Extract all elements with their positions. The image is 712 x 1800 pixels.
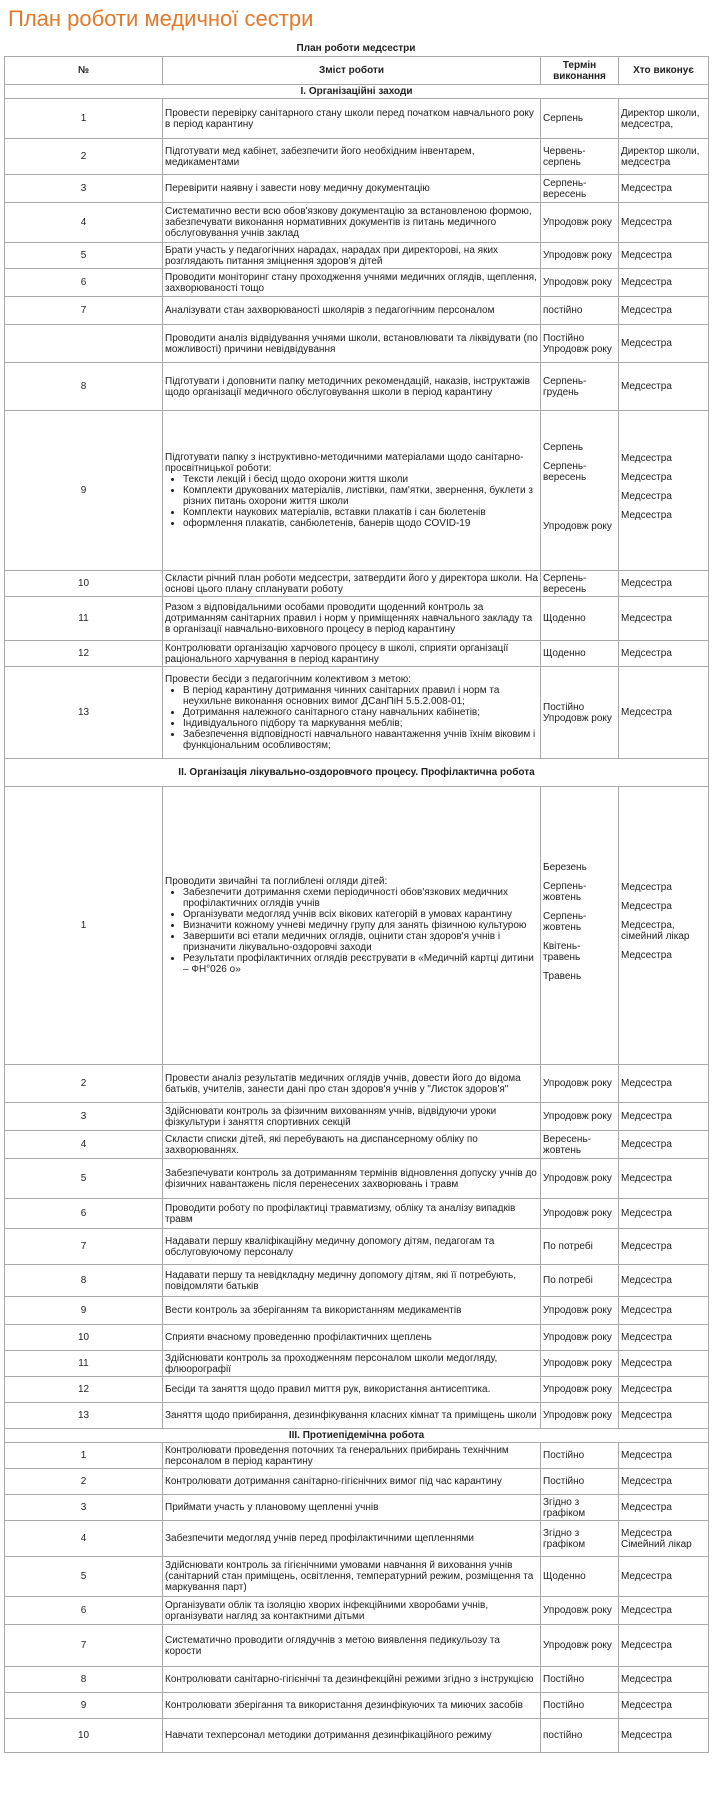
row-term: По потребі: [541, 1265, 619, 1297]
row-content: Аналізувати стан захворюваності школярів з педагогічним персоналом: [163, 297, 541, 325]
header-term: Термін виконання: [541, 57, 619, 85]
row-term: постійно: [541, 297, 619, 325]
row-term: Упродовж року: [541, 1297, 619, 1325]
row-who: Медсестра: [619, 1065, 709, 1103]
row-term: [541, 787, 619, 1065]
who-item: Медсестра: [621, 901, 672, 912]
row-who: [619, 411, 709, 571]
row-number: 6: [5, 269, 163, 297]
table-row: [5, 1403, 709, 1429]
row-term: Упродовж року: [541, 1065, 619, 1103]
row-term: Упродовж року: [541, 269, 619, 297]
row-term: Серпень-вересень: [541, 571, 619, 597]
row-content: Підготувати мед кабінет, забезпечити його необхідним інвентарем, медикаментами: [163, 139, 541, 175]
row-number: 1: [5, 99, 163, 139]
row-number: 8: [5, 363, 163, 411]
table-row: [5, 297, 709, 325]
table-row: [5, 667, 709, 759]
row-number: 10: [5, 1719, 163, 1753]
row-term: Згідно з графіком: [541, 1495, 619, 1521]
row-number: 1: [5, 1443, 163, 1469]
row-who: Медсестра: [619, 1557, 709, 1597]
page-title: План роботи медичної сестри: [8, 6, 314, 31]
row-who: Директор школи, медсестра,: [619, 99, 709, 139]
table-row: [5, 99, 709, 139]
row-who: Медсестра: [619, 1443, 709, 1469]
list-item: • Завершити всі етапи медичних оглядів, оцінити стан здоров'я учнів і призначити лікувально-оздоровчі заходи: [183, 931, 538, 953]
row-content: Систематично вести всю обов'язкову документацію за встановленою формою, забезпечувати виконання нормативних документів із питань медичного обслуговування учнів заклад: [163, 203, 541, 243]
row-number: 12: [5, 1377, 163, 1403]
row-content-list: [165, 685, 538, 751]
table-row: [5, 1199, 709, 1229]
row-content: Здійснювати контроль за проходженням персоналом школи медогляду, флюорографії: [163, 1351, 541, 1377]
row-content: Разом з відповідальними особами проводити щоденний контроль за дотриманням санітарних правил і норм у приміщеннях навчального закладу та в організації навчально-виховного процесу в період карантину: [163, 597, 541, 641]
row-number: 4: [5, 1521, 163, 1557]
row-content: Надавати першу кваліфікаційну медичну допомогу дітям, педагогам та обслуговуючому персоналу: [163, 1229, 541, 1265]
who-item: Медсестра: [621, 950, 672, 961]
row-content: Провести аналіз результатів медичних оглядів учнів, довести його до відома батьків, учителів, занести дані про стан здоров'я учнів у "Листок здоров'я": [163, 1065, 541, 1103]
row-who: Медсестра: [619, 641, 709, 667]
row-who: Медсестра: [619, 667, 709, 759]
table-row: [5, 243, 709, 269]
row-content: Проводити роботу по профілактиці травматизму, обліку та аналізу випадків травм: [163, 1199, 541, 1229]
table-row: [5, 411, 709, 571]
row-term: Упродовж року: [541, 1199, 619, 1229]
row-term: Щоденно: [541, 1557, 619, 1597]
table-row: [5, 325, 709, 363]
row-who: Медсестра: [619, 571, 709, 597]
row-content: Забезпечувати контроль за дотриманням термінів відновлення допуску учнів до фізичних навантажень після перенесених захворювань і травм: [163, 1159, 541, 1199]
table-row: [5, 363, 709, 411]
list-item: • Індивідуального підбору та маркування меблів;: [183, 718, 538, 729]
header-num: №: [5, 57, 163, 85]
row-term: Упродовж року: [541, 1625, 619, 1667]
row-who: Медсестра: [619, 203, 709, 243]
row-content: Бесіди та заняття щодо правил миття рук, використання антисептика.: [163, 1377, 541, 1403]
list-item: • Забезпечення відповідності навчального навантаження учнів їхнім віковим і функціональним особливостям;: [183, 729, 538, 751]
row-content: Приймати участь у плановому щепленні учнів: [163, 1495, 541, 1521]
row-term: Щоденно: [541, 641, 619, 667]
row-content-intro: Підготувати папку з інструктивно-методичними матеріалами щодо санітарно-просвітницької роботи:: [165, 452, 524, 474]
row-content: Забезпечити медогляд учнів перед профілактичними щепленнями: [163, 1521, 541, 1557]
row-who: Медсестра: [619, 1131, 709, 1159]
list-item: • оформлення плакатів, санбюлетенів, банерів щодо COVID-19: [183, 518, 538, 529]
row-term: Упродовж року: [541, 1103, 619, 1131]
table-row: [5, 1625, 709, 1667]
row-content: Проводити аналіз відвідування учнями школи, встановлювати та ліквідувати (по можливості) причини невідвідування: [163, 325, 541, 363]
row-who: [619, 787, 709, 1065]
section-header-row: [5, 1429, 709, 1443]
row-content: Провести перевірку санітарного стану школи перед початком навчального року в період карантину: [163, 99, 541, 139]
row-number: 5: [5, 1557, 163, 1597]
row-term: Упродовж року: [541, 1403, 619, 1429]
row-term: Упродовж року: [541, 1377, 619, 1403]
row-number: 10: [5, 571, 163, 597]
table-row: [5, 1557, 709, 1597]
table-row: [5, 203, 709, 243]
row-who: Медсестра: [619, 1159, 709, 1199]
row-content: Здійснювати контроль за фізичним вихованням учнів, відвідуючи уроки фізкультури і заняття спортивних секцій: [163, 1103, 541, 1131]
row-content-list: [165, 474, 538, 529]
list-item: • Організувати медогляд учнів всіх вікових категорій в умовах карантину: [183, 909, 538, 920]
row-number: [5, 325, 163, 363]
row-number: 9: [5, 1693, 163, 1719]
row-content: Проводити моніторинг стану проходження учнями медичних оглядів, щеплення, захворюваності тощо: [163, 269, 541, 297]
row-number: 7: [5, 297, 163, 325]
row-content: Підготувати і доповнити папку методичних рекомендацій, наказів, інструктажів щодо організації медичного обслуговування школи в період карантину: [163, 363, 541, 411]
row-term: Згідно з графіком: [541, 1521, 619, 1557]
table-caption: План роботи медсестри: [296, 43, 416, 54]
row-number: 10: [5, 1325, 163, 1351]
row-number: 4: [5, 1131, 163, 1159]
table-row: [5, 597, 709, 641]
row-who: Медсестра: [619, 1403, 709, 1429]
row-term: Серпень-грудень: [541, 363, 619, 411]
term-item: Квітень-травень: [543, 940, 581, 963]
who-item: Медсестра: [621, 490, 672, 502]
row-number: 4: [5, 203, 163, 243]
row-number: 9: [5, 1297, 163, 1325]
row-who: Медсестра: [619, 1625, 709, 1667]
row-number: 3: [5, 1103, 163, 1131]
row-who: Медсестра: [619, 1265, 709, 1297]
row-number: 9: [5, 411, 163, 571]
row-term: Упродовж року: [541, 1351, 619, 1377]
row-content-intro: Провести бесіди з педагогічним колективом з метою:: [165, 674, 412, 685]
row-number: 8: [5, 1265, 163, 1297]
row-term: Упродовж року: [541, 243, 619, 269]
table-row: [5, 1159, 709, 1199]
section-title: ІІ. Організація лікувально-оздоровчого процесу. Профілактична робота: [5, 759, 709, 787]
row-who: Медсестра: [619, 1351, 709, 1377]
row-who: Медсестра: [619, 1229, 709, 1265]
row-content-intro: Проводити звичайні та поглиблені огляди дітей:: [165, 876, 388, 887]
row-number: 11: [5, 597, 163, 641]
who-item: Медсестра, сімейний лікар: [621, 920, 690, 942]
row-content: Контролювати дотримання санітарно-гігієнічних вимог під час карантину: [163, 1469, 541, 1495]
row-who: Медсестра: [619, 1297, 709, 1325]
table-row: [5, 1103, 709, 1131]
plan-table: [4, 56, 709, 1753]
row-term: Постійно: [541, 1443, 619, 1469]
row-number: 2: [5, 139, 163, 175]
table-row: [5, 1597, 709, 1625]
header-who: Хто виконує: [619, 57, 709, 85]
term-item: Упродовж року: [543, 520, 612, 532]
who-item: Медсестра: [621, 452, 672, 464]
row-who: Медсестра: [619, 1103, 709, 1131]
row-content: Заняття щодо прибирання, дезинфікування класних кімнат та приміщень школи: [163, 1403, 541, 1429]
row-content: Брати участь у педагогічних нарадах, нарадах при директорові, на яких розглядають питання зміцнення здоров'я дітей: [163, 243, 541, 269]
row-content: Сприяти вчасному проведенню профілактичних щеплень: [163, 1325, 541, 1351]
term-item: Серпень-вересень: [543, 460, 587, 483]
row-content: Навчати техперсонал методики дотримання дезинфікаційного режиму: [163, 1719, 541, 1753]
row-term: постійно: [541, 1719, 619, 1753]
list-item: • Визначити кожному учневі медичну групу для занять фізичною культурою: [183, 920, 538, 931]
row-term: Щоденно: [541, 597, 619, 641]
row-term: Упродовж року: [541, 1325, 619, 1351]
row-who: Медсестра: [619, 1719, 709, 1753]
row-number: 13: [5, 667, 163, 759]
row-number: 3: [5, 1495, 163, 1521]
table-row: [5, 787, 709, 1065]
row-who: Медсестра: [619, 325, 709, 363]
row-term: Постійно: [541, 1667, 619, 1693]
row-who: Медсестра: [619, 269, 709, 297]
row-number: 5: [5, 1159, 163, 1199]
term-item: Травень: [543, 970, 582, 982]
row-number: 2: [5, 1469, 163, 1495]
list-item: • Дотримання належного санітарного стану навчальних кабінетів;: [183, 707, 538, 718]
row-content: Надавати першу та невідкладну медичну допомогу дітям, які її потребують, повідомляти батьків: [163, 1265, 541, 1297]
table-row: [5, 175, 709, 203]
row-term: Постійно Упродовж року: [541, 325, 619, 363]
row-who: Директор школи, медсестра: [619, 139, 709, 175]
row-who: Медсестра: [619, 1325, 709, 1351]
list-item: • Тексти лекцій і бесід щодо охорони життя школи: [183, 474, 538, 485]
row-who: Медсестра: [619, 1199, 709, 1229]
row-who: Медсестра: [619, 1667, 709, 1693]
list-item: • Забезпечити дотримання схеми періодичності обов'язкових медичних профілактичних оглядів учнів: [183, 887, 538, 909]
who-item: Медсестра: [621, 509, 672, 521]
term-item: [543, 491, 616, 513]
row-term: Серпень: [541, 99, 619, 139]
row-term: Упродовж року: [541, 1597, 619, 1625]
table-row: [5, 1719, 709, 1753]
row-content: Перевірити наявну і завести нову медичну документацію: [163, 175, 541, 203]
row-term: Упродовж року: [541, 1159, 619, 1199]
table-row: [5, 139, 709, 175]
row-number: 6: [5, 1597, 163, 1625]
table-row: [5, 1265, 709, 1297]
row-number: 1: [5, 787, 163, 1065]
section-title: ІІІ. Протиепідемічна робота: [5, 1429, 709, 1443]
row-content: Контролювати організацію харчового процесу в школі, сприяти організації раціонального харчування в період карантину: [163, 641, 541, 667]
table-row: [5, 1521, 709, 1557]
row-number: 8: [5, 1667, 163, 1693]
list-item: • Комплекти наукових матеріалів, вставки плакатів і сан бюлетенів: [183, 507, 538, 518]
table-row: [5, 1443, 709, 1469]
table-row: [5, 269, 709, 297]
row-number: 6: [5, 1199, 163, 1229]
table-row: [5, 1297, 709, 1325]
term-item: Березень: [543, 861, 587, 873]
row-term: Постійно Упродовж року: [541, 667, 619, 759]
row-who: Медсестра: [619, 1469, 709, 1495]
row-number: 2: [5, 1065, 163, 1103]
row-number: 11: [5, 1351, 163, 1377]
row-content: [163, 667, 541, 759]
row-term: [541, 411, 619, 571]
row-who: Медсестра: [619, 243, 709, 269]
row-content-list: [165, 887, 538, 975]
row-number: 3: [5, 175, 163, 203]
row-number: 7: [5, 1625, 163, 1667]
row-term: Упродовж року: [541, 203, 619, 243]
row-who: Медсестра: [619, 1693, 709, 1719]
list-item: • Комплекти друкованих матеріалів, листівки, пам'ятки, звернення, буклети з різних питань охорони життя школи: [183, 485, 538, 507]
header-content: Зміст роботи: [163, 57, 541, 85]
table-row: [5, 1495, 709, 1521]
row-who: Медсестра: [619, 597, 709, 641]
list-item: • Результати профілактичних оглядів реєструвати в «Медичній картці дитини – ФН°026 о»: [183, 953, 538, 975]
row-who: Медсестра: [619, 1495, 709, 1521]
who-item: Медсестра: [621, 882, 672, 893]
row-content: Здійснювати контроль за гігієнічними умовами навчання й виховання учнів (санітарний стан приміщень, освітлення, температурний режим, розміщення та маркування парт): [163, 1557, 541, 1597]
section-header-row: [5, 85, 709, 99]
table-row: [5, 1469, 709, 1495]
table-row: [5, 1131, 709, 1159]
row-content: Організувати облік та ізоляцію хворих інфекційними хворобами учнів, організувати нагляд за контактними дітьми: [163, 1597, 541, 1625]
row-number: 7: [5, 1229, 163, 1265]
row-content: Скласти річний план роботи медсестри, затвердити його у директора школи. На основі цього плану спланувати роботу: [163, 571, 541, 597]
term-item: Серпень-жовтень: [543, 910, 587, 933]
table-row: [5, 1693, 709, 1719]
row-term: По потребі: [541, 1229, 619, 1265]
row-term: Вересень-жовтень: [541, 1131, 619, 1159]
list-item: • В період карантину дотримання чинних санітарних правил і норм та неухильне виконання основних вимог ДСанПіН 5.5.2.008-01;: [183, 685, 538, 707]
table-row: [5, 641, 709, 667]
row-content: Контролювати санітарно-гігієнічні та дезинфекційні режими згідно з інструкцією: [163, 1667, 541, 1693]
row-who: Медсестра Сімейний лікар: [619, 1521, 709, 1557]
row-number: 12: [5, 641, 163, 667]
row-content: Контролювати зберігання та використання дезинфікуючих та миючих засобів: [163, 1693, 541, 1719]
table-row: [5, 1229, 709, 1265]
table-row: [5, 1377, 709, 1403]
term-item: Серпень: [543, 441, 584, 453]
row-content: Вести контроль за зберіганням та використанням медикаментів: [163, 1297, 541, 1325]
row-content: Систематично проводити оглядучнів з метою виявлення педикульозу та корости: [163, 1625, 541, 1667]
table-row: [5, 1065, 709, 1103]
plan-document: [4, 42, 708, 1753]
section-title: І. Організаційні заходи: [5, 85, 709, 99]
term-item: Серпень-жовтень: [543, 880, 587, 903]
table-row: [5, 571, 709, 597]
row-content: Контролювати проведення поточних та генеральних прибирань технічним персоналом в період карантину: [163, 1443, 541, 1469]
row-number: 5: [5, 243, 163, 269]
row-term: Постійно: [541, 1693, 619, 1719]
row-who: Медсестра: [619, 363, 709, 411]
table-body: [5, 85, 709, 1753]
row-content: [163, 411, 541, 571]
table-header-row: [5, 57, 709, 85]
row-who: Медсестра: [619, 175, 709, 203]
row-who: Медсестра: [619, 297, 709, 325]
row-term: Постійно: [541, 1469, 619, 1495]
row-content: Скласти списки дітей, які перебувають на диспансерному обліку по захворюваннях.: [163, 1131, 541, 1159]
table-row: [5, 1667, 709, 1693]
row-number: 13: [5, 1403, 163, 1429]
row-content: [163, 787, 541, 1065]
row-who: Медсестра: [619, 1377, 709, 1403]
table-row: [5, 1325, 709, 1351]
who-item: Медсестра: [621, 471, 672, 483]
row-who: Медсестра: [619, 1597, 709, 1625]
table-row: [5, 1351, 709, 1377]
section-header-row: [5, 759, 709, 787]
row-term: Червень-серпень: [541, 139, 619, 175]
row-term: Серпень-вересень: [541, 175, 619, 203]
